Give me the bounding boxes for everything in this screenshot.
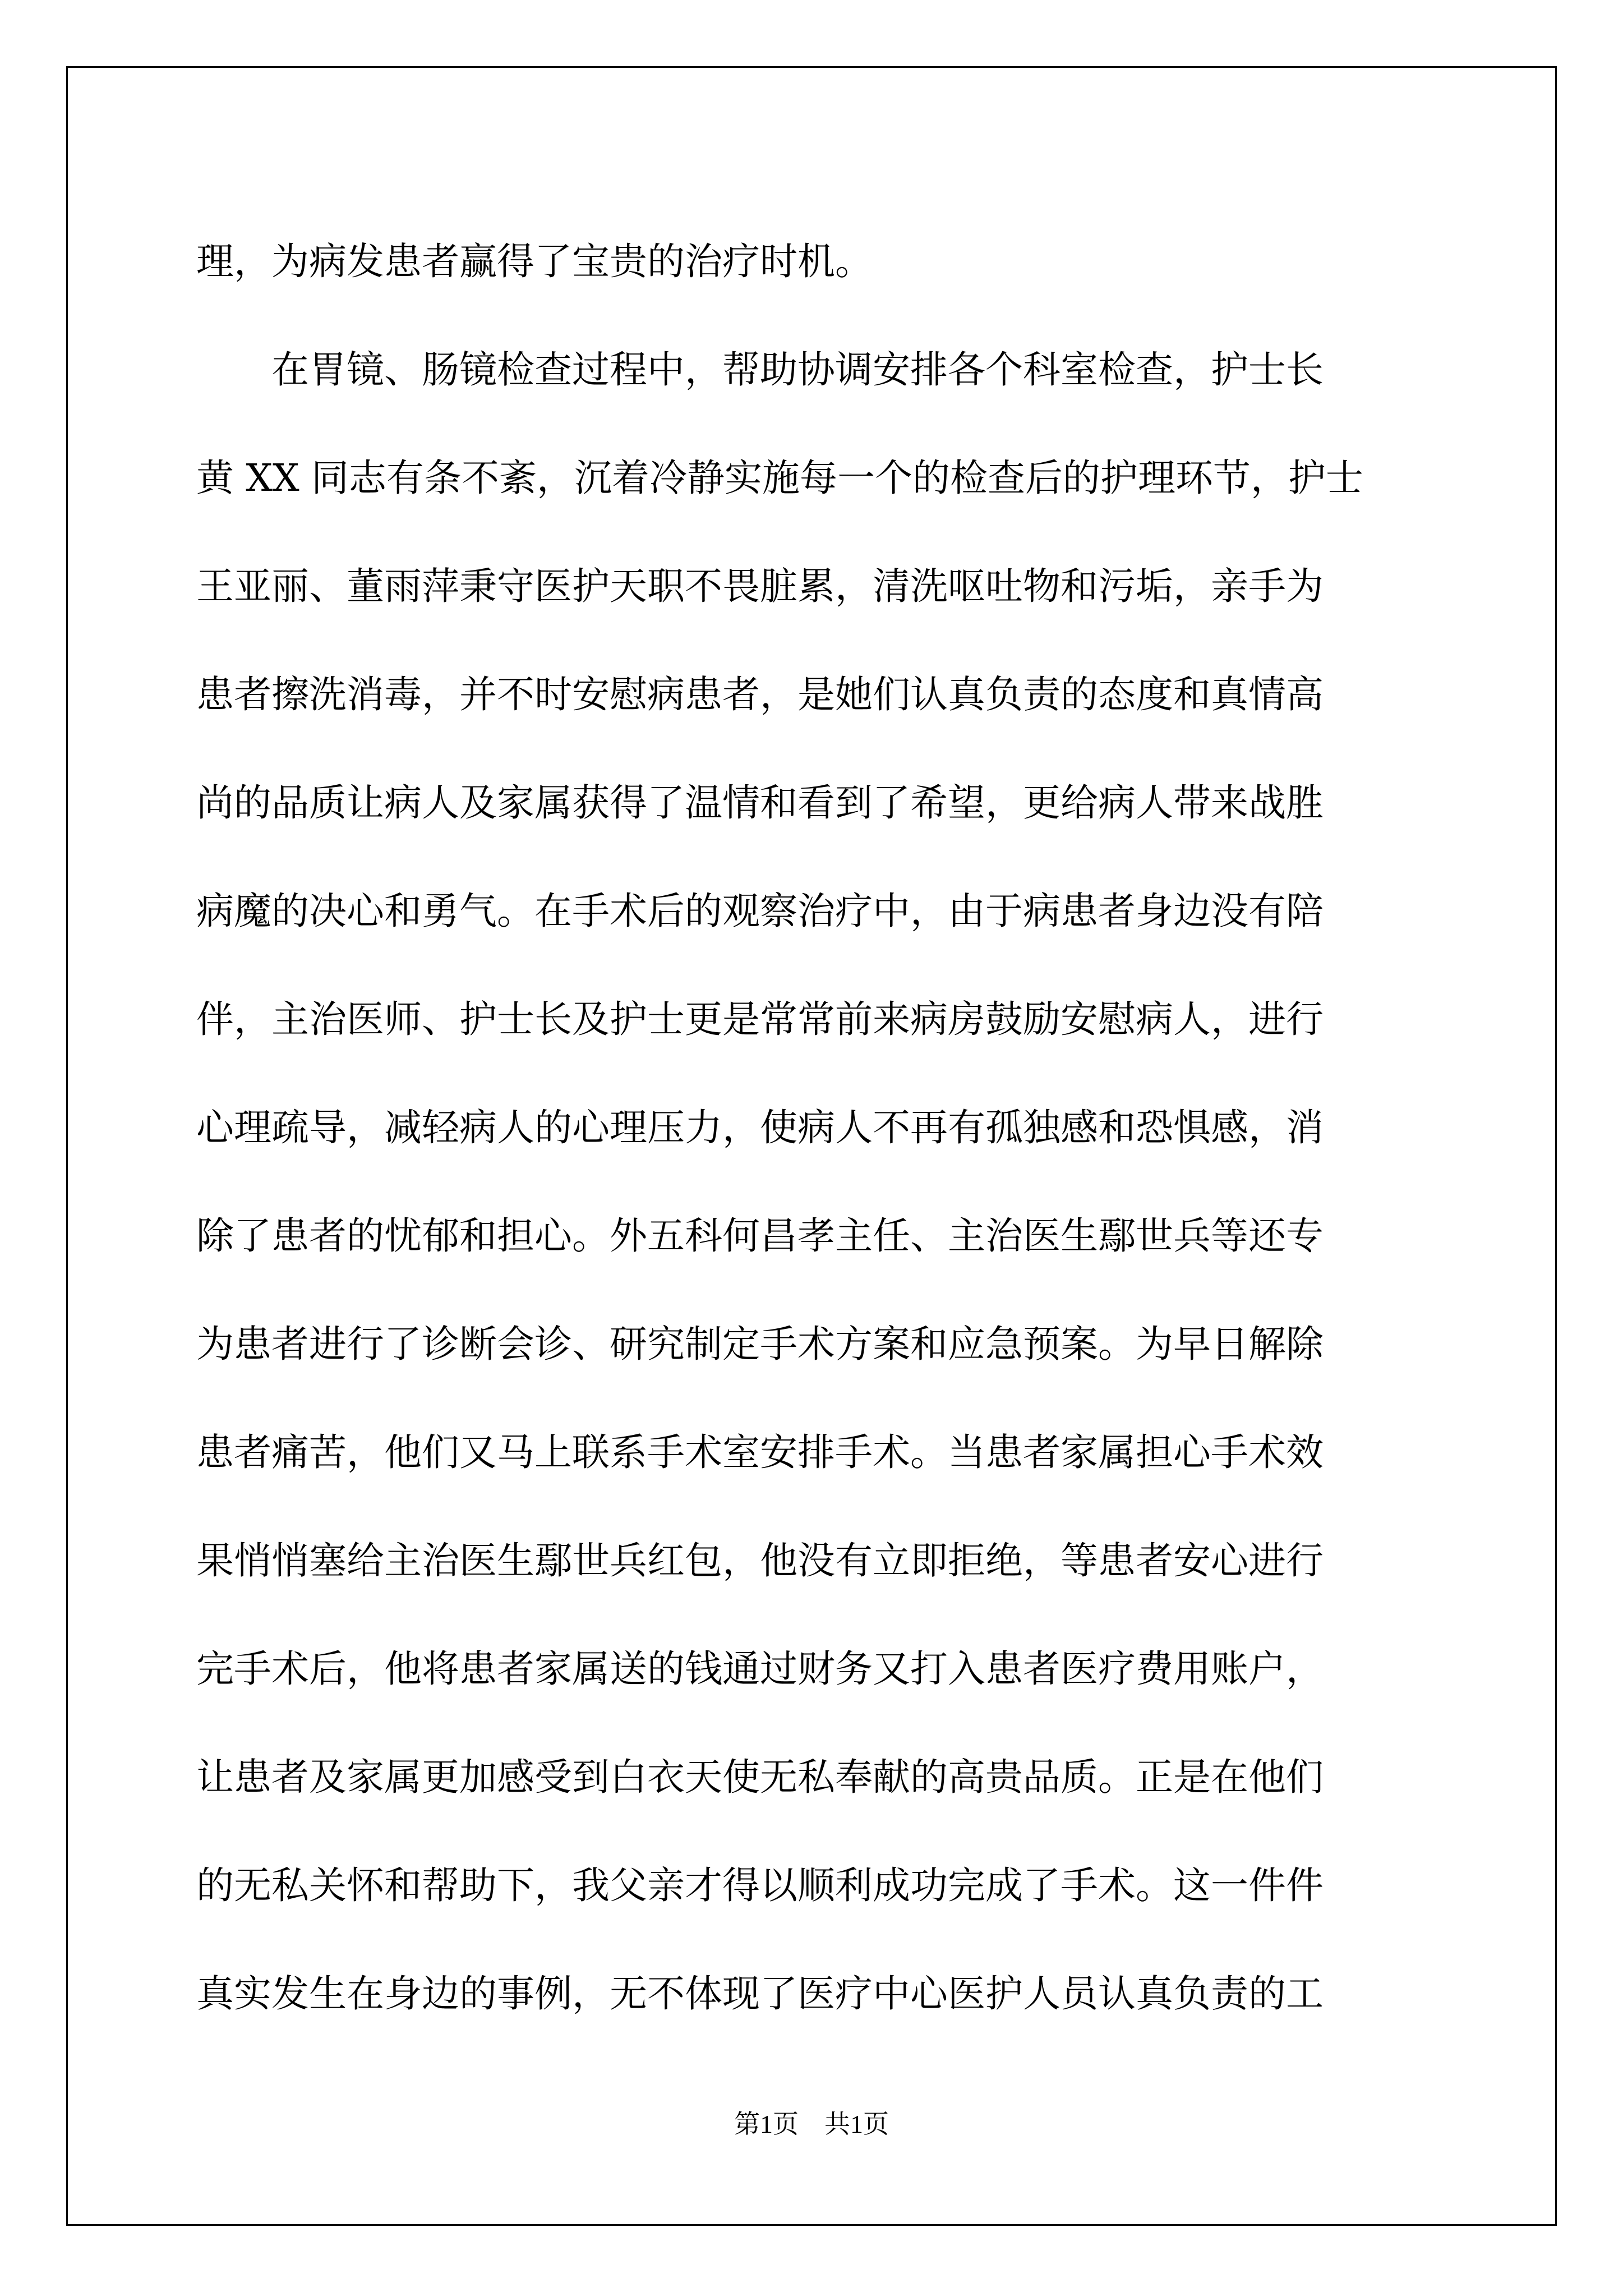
text-line: 让患者及家属更加感受到白衣天使无私奉献的高贵品质。正是在他们 (196, 1755, 1324, 1799)
text-line: 患者擦洗消毒，并不时安慰病患者，是她们认真负责的态度和真情高 (196, 673, 1324, 716)
text-line: 心理疏导，减轻病人的心理压力，使病人不再有孤独感和恐惧感，消 (196, 1106, 1324, 1149)
text-line: 伴，主治医师、护士长及护士更是常常前来病房鼓励安慰病人，进行 (196, 997, 1324, 1041)
text-line: 患者痛苦，他们又马上联系手术室安排手术。当患者家属担心手术效 (196, 1430, 1324, 1474)
page-footer: 第1页 共1页 (734, 2110, 889, 2138)
text-line: 黄 XX 同志有条不紊，沉着冷静实施每一个的检查后的护理环节，护士 (196, 456, 1363, 500)
text-line: 完手术后，他将患者家属送的钱通过财务又打入患者医疗费用账户， (196, 1647, 1324, 1691)
text-line: 为患者进行了诊断会诊、研究制定手术方案和应急预案。为早日解除 (196, 1322, 1324, 1366)
text-line: 理，为病发患者赢得了宝贵的治疗时机。 (196, 240, 873, 283)
text-line: 真实发生在身边的事例，无不体现了医疗中心医护人员认真负责的工 (196, 1972, 1324, 2016)
text-line: 在胃镜、肠镜检查过程中，帮助协调安排各个科室检查，护士长 (196, 348, 1324, 392)
text-line: 王亚丽、董雨萍秉守医护天职不畏脏累，清洗呕吐物和污垢，亲手为 (196, 564, 1324, 608)
text-line: 除了患者的忧郁和担心。外五科何昌孝主任、主治医生鄢世兵等还专 (196, 1214, 1324, 1258)
text-line: 果悄悄塞给主治医生鄢世兵红包，他没有立即拒绝，等患者安心进行 (196, 1539, 1324, 1582)
body-text (196, 208, 1430, 2048)
text-line: 尚的品质让病人及家属获得了温情和看到了希望，更给病人带来战胜 (196, 781, 1324, 825)
text-line: 的无私关怀和帮助下，我父亲才得以顺利成功完成了手术。这一件件 (196, 1864, 1324, 1907)
text-line: 病魔的决心和勇气。在手术后的观察治疗中，由于病患者身边没有陪 (196, 889, 1324, 933)
